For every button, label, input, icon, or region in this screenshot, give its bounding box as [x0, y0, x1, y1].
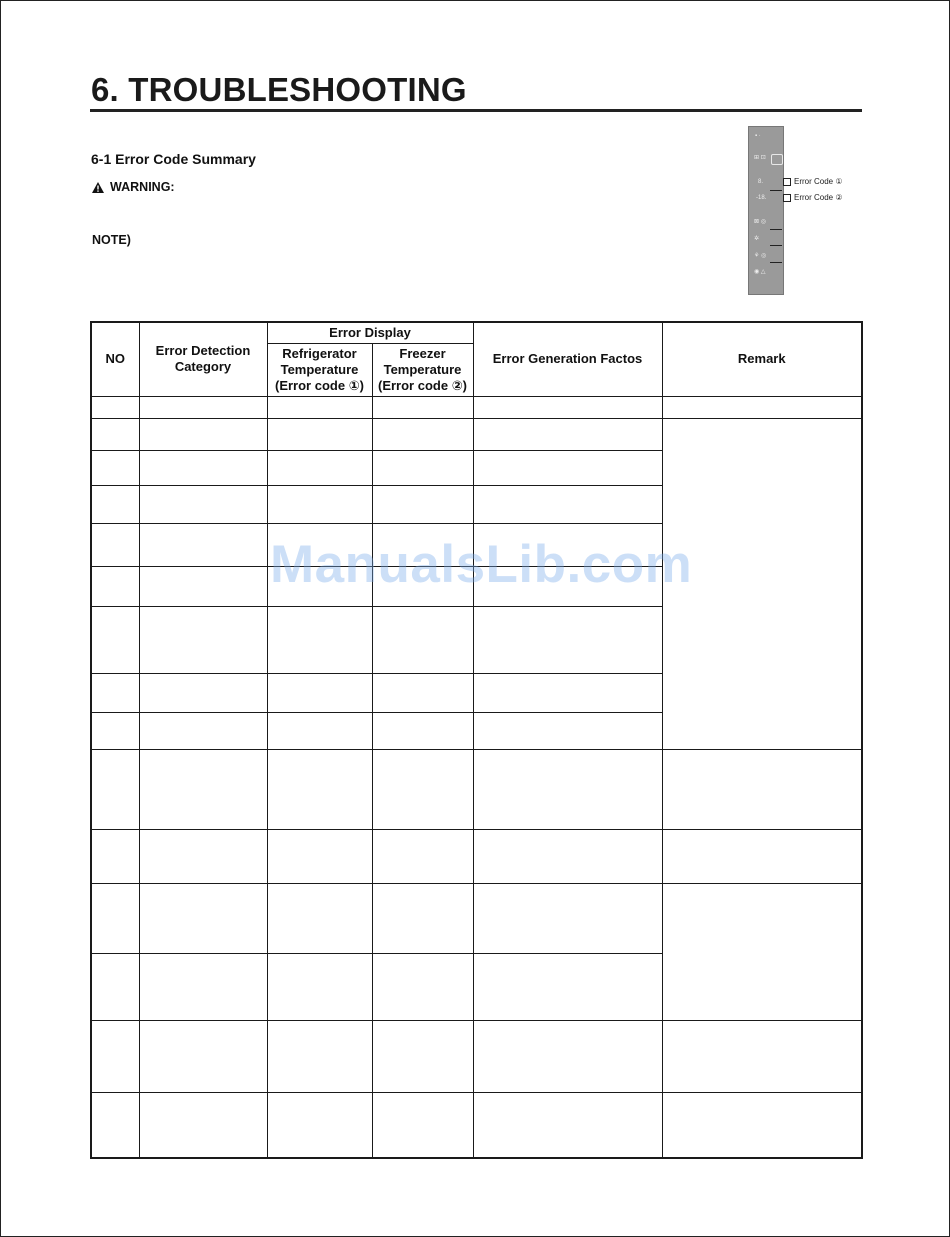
panel-tick: [770, 190, 782, 191]
table-row: [91, 883, 862, 953]
panel-button: [771, 154, 783, 165]
header-remark: Remark: [662, 322, 862, 396]
panel-lock-icon: ⊞ ⊡: [754, 155, 766, 161]
callout-box-icon: [783, 194, 791, 202]
panel-alarm-icon: ◉ △: [754, 269, 766, 275]
callout-error-code-2: [783, 193, 843, 202]
warning-line: [92, 180, 175, 194]
callout-box-icon: [783, 178, 791, 186]
header-refrigerator: Refrigerator Temperature (Error code ①): [267, 343, 372, 396]
panel-tick: [770, 245, 782, 246]
panel-tick: [770, 229, 782, 230]
table-row: [91, 1092, 862, 1158]
watermark-text: ManualsLib.com: [270, 535, 693, 594]
warning-label: WARNING:: [110, 180, 175, 194]
warning-triangle-icon: [92, 182, 104, 193]
callout-error-code-1: [783, 177, 843, 186]
header-category: Error Detection Category: [139, 322, 267, 396]
callout-error-code-1-label: Error Code ①: [794, 177, 843, 186]
title-rule: [90, 109, 862, 112]
section-heading: 6-1 Error Code Summary: [91, 151, 256, 167]
panel-vacation-icon: ⚘ ◎: [754, 253, 767, 259]
panel-freezer-display-icon: -18.: [756, 195, 767, 201]
page-title: 6. TROUBLESHOOTING: [91, 71, 467, 108]
panel-mode-icon: ⊠ ◎: [754, 219, 766, 225]
panel-tick: [770, 262, 782, 263]
table-row: [91, 418, 862, 450]
callout-error-code-2-label: Error Code ②: [794, 193, 843, 202]
note-label: NOTE): [92, 233, 131, 247]
remark-cell: [662, 883, 862, 1020]
table-row: [91, 749, 862, 829]
header-factors: Error Generation Factos: [473, 322, 662, 396]
remark-cell: [662, 418, 862, 749]
header-error-display: Error Display: [267, 322, 473, 343]
header-freezer: Freezer Temperature (Error code ②): [372, 343, 473, 396]
error-code-table: [90, 321, 863, 1159]
table-row: [91, 1020, 862, 1092]
control-panel-image: [748, 126, 784, 295]
table-row: [91, 396, 862, 418]
table-row: [91, 829, 862, 883]
header-no: NO: [91, 322, 139, 396]
panel-sun-icon: ✲: [754, 236, 760, 242]
panel-logo-icon: ▪ ·: [755, 133, 761, 139]
panel-fridge-display-icon: 8.: [758, 179, 764, 185]
